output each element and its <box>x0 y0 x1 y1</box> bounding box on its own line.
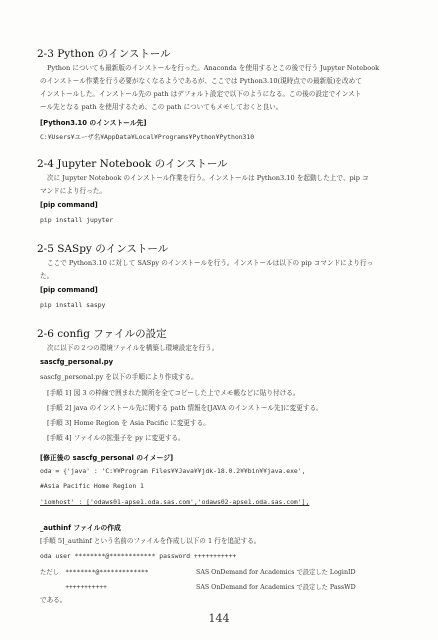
code-line-iomhost: 'iomhost' : ['odaws01-apse1.oda.sas.com','odaws02-apse1.oda.sas.com'], <box>40 498 310 506</box>
section-intro-config <box>40 342 412 355</box>
paragraph-line: ール先となる path を使用するため、この path についてもメモしておくと良い。 <box>40 103 283 111</box>
plus-left: +++++++++++ <box>40 584 107 591</box>
label-pip-command: [pip command] <box>40 286 98 294</box>
paragraph-line: Python についても最新版のインストールを行った。Anaconda を使用するとこの後で行う Jupyter Notebook <box>47 64 380 72</box>
subheading-sascfg-personal: sascfg_personal.py <box>40 358 114 366</box>
plus-right: SAS OnDemand for Academics で設定した PassWD <box>196 584 356 591</box>
sascfg-description <box>40 371 412 384</box>
section-paragraph-jupyter <box>40 172 412 198</box>
label-sascfg-image: [修正後の sascfg_personal のイメージ] <box>40 454 174 462</box>
section-heading-config: 2-6 config ファイルの設定 <box>37 328 167 340</box>
step-item: [手順 4] ファイルの拡張子を py に変更する。 <box>47 434 185 442</box>
subheading-authinf: _authinf ファイルの作成 <box>40 524 121 532</box>
paragraph-line: マンドにより行った。 <box>40 187 106 195</box>
authinf-description <box>40 535 412 548</box>
page-number: 144 <box>208 612 230 625</box>
steps-list <box>40 386 412 446</box>
section-heading-saspy-install: 2-5 SASpy のインストール <box>37 243 169 255</box>
step-item: [手順 3] Home Region を Asia Pacific に変更する。 <box>47 419 210 427</box>
paragraph-line: ここで Python3.10 に対して SASpy のインストールを行う。インストールは以下の pip コマンドにより行っ <box>47 259 374 267</box>
section-heading-jupyter-install: 2-4 Jupyter Notebook のインストール <box>37 158 228 170</box>
step-item: [手順 2] java のインストール先に関する path 情報を[JAVA のインストール先]に変更する。 <box>47 404 323 412</box>
code-line-region: #Asia Pacific Home Region 1 <box>40 482 144 490</box>
paragraph-line: sascfg_personal.py を以下の手順により作成する。 <box>40 373 198 381</box>
tadashi-right: SAS OnDemand for Academics で設定した LoginID <box>196 569 356 576</box>
paragraph-line: 次に以下の２つの環境ファイルを構築し環境設定を行う。 <box>47 344 219 352</box>
paragraph-line: 次に Jupyter Notebook のインストール作業を行う。インストールは Python3.10 を起動した上で、pip コ <box>47 174 369 182</box>
code-pip-jupyter: pip install jupyter <box>40 216 114 224</box>
label-pip-command: [pip command] <box>40 201 98 209</box>
code-pip-saspy: pip install saspy <box>40 301 106 309</box>
section-paragraph-saspy <box>40 257 412 283</box>
paragraph-line: た。 <box>40 272 54 280</box>
code-python-path: C:¥Users¥ユーザ名¥AppData¥Local¥Programs¥Python¥Python310 <box>40 133 255 141</box>
tadashi-left: ただし ********@************* <box>40 569 149 576</box>
code-authinf-line: oda user ********@************ password +++++++++++ <box>40 552 237 560</box>
label-python-install-path: [Python3.10 のインストール先] <box>40 119 147 127</box>
paragraph-line: インストールした。インストール先の path はデフォルト設定で以下のようになる。この後の設定でインスト <box>40 90 362 98</box>
paragraph-line: [手順 5]_authinf という名前のファイルを作成し以下の 1 行を追記する。 <box>40 537 261 545</box>
step-item: [手順 1] 図 3 の枠線で囲まれた箇所を全てコピーした上でメモ帳などに貼り付ける。 <box>47 389 300 397</box>
closing-text <box>40 594 412 607</box>
section-heading-python-install: 2-3 Python のインストール <box>37 48 171 60</box>
paragraph-line: である。 <box>40 596 67 604</box>
paragraph-line: のインストール作業を行う必要がなくなるようであるが、ここでは Python3.10(現時点での最新版)を改めて <box>40 77 362 85</box>
section-paragraph-python <box>40 62 412 114</box>
code-line-java: oda = {'java' : 'C:¥¥Program Files¥¥Java¥¥jdk-18.0.2¥¥bin¥¥java.exe', <box>40 467 306 475</box>
